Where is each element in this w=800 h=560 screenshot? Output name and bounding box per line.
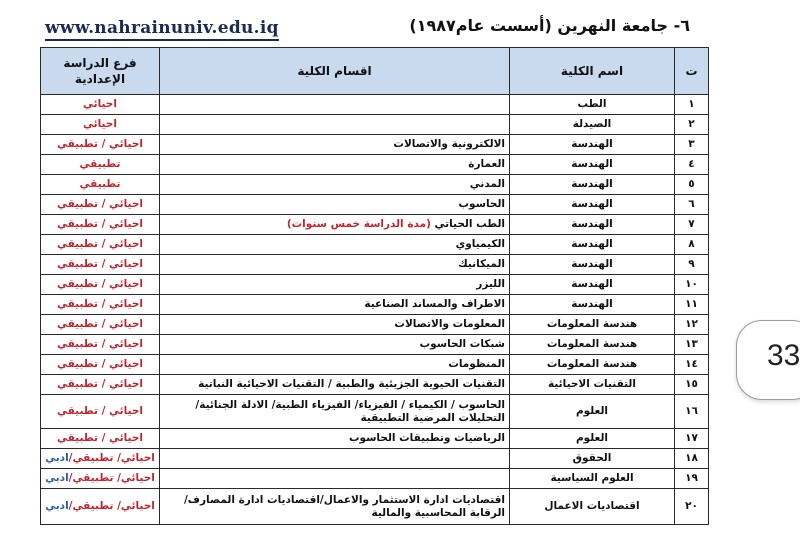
table-row — [41, 255, 709, 275]
study-branch — [41, 335, 160, 355]
college-name: الصيدلة — [510, 115, 675, 135]
study-branch — [41, 489, 160, 525]
table-row — [41, 375, 709, 395]
branch-text: احيائي — [83, 118, 117, 130]
table-row — [41, 469, 709, 489]
college-name: الهندسة — [510, 275, 675, 295]
study-branch — [41, 295, 160, 315]
header-departments: اقسام الكلية — [160, 48, 510, 95]
departments-cell — [160, 115, 510, 135]
table-row — [41, 195, 709, 215]
branch-text: احيائي — [83, 98, 117, 110]
department-text: الليزر — [476, 278, 505, 290]
departments-cell — [160, 395, 510, 429]
table-row — [41, 235, 709, 255]
departments-cell — [160, 335, 510, 355]
college-name: الهندسة — [510, 195, 675, 215]
departments-cell — [160, 469, 510, 489]
row-number: ٩ — [675, 255, 709, 275]
branch-text: احيائي / تطبيقي — [56, 432, 144, 444]
row-number: ١٧ — [675, 429, 709, 449]
study-branch — [41, 315, 160, 335]
department-text: الحاسوب — [458, 198, 505, 210]
college-name: هندسة المعلومات — [510, 315, 675, 335]
table-row — [41, 315, 709, 335]
departments-cell — [160, 375, 510, 395]
section-heading: ٦- جامعة النهرين (أسست عام١٩٨٧) — [409, 16, 690, 35]
department-text: الحاسوب / الكيمياء / الفيزياء/ الفيزياء الطبية/ الادلة الجنائية/ التحليلات المرضية التطبيقية — [195, 398, 505, 424]
branch-text: احيائي/ تطبيقي/ — [68, 452, 155, 464]
study-branch — [41, 215, 160, 235]
branch-text: احيائي / تطبيقي — [56, 318, 144, 330]
departments-cell — [160, 135, 510, 155]
study-branch — [41, 469, 160, 489]
study-branch — [41, 395, 160, 429]
branch-text: احيائي / تطبيقي — [56, 138, 144, 150]
branch-text: احيائي / تطبيقي — [56, 278, 144, 290]
departments-cell — [160, 429, 510, 449]
college-name: الهندسة — [510, 295, 675, 315]
departments-cell — [160, 489, 510, 525]
department-text: اقتصاديات ادارة الاستثمار والاعمال/اقتصاديات ادارة المصارف/الرقابة المحاسبية والمالية — [183, 493, 505, 519]
department-text: الطب الحياتي — [434, 218, 505, 230]
college-name: العلوم — [510, 429, 675, 449]
branch-literary: ادبي — [45, 472, 69, 484]
college-name: اقتصاديات الاعمال — [510, 489, 675, 525]
table-row — [41, 335, 709, 355]
row-number: ١٤ — [675, 355, 709, 375]
college-name: الهندسة — [510, 155, 675, 175]
study-branch — [41, 275, 160, 295]
row-number: ١٩ — [675, 469, 709, 489]
study-branch — [41, 195, 160, 215]
college-name: الهندسة — [510, 215, 675, 235]
table-header-row — [41, 48, 709, 95]
departments-cell — [160, 295, 510, 315]
college-name: الهندسة — [510, 175, 675, 195]
departments-cell — [160, 215, 510, 235]
departments-cell — [160, 235, 510, 255]
row-number: ٨ — [675, 235, 709, 255]
college-name: العلوم — [510, 395, 675, 429]
college-name: الهندسة — [510, 255, 675, 275]
departments-cell — [160, 315, 510, 335]
branch-literary: ادبي — [45, 452, 69, 464]
table-row — [41, 115, 709, 135]
department-text: العمارة — [468, 158, 505, 170]
study-branch — [41, 115, 160, 135]
table-row — [41, 215, 709, 235]
row-number: ٣ — [675, 135, 709, 155]
study-branch — [41, 135, 160, 155]
department-text: المعلومات والاتصالات — [394, 318, 505, 330]
college-name: الحقوق — [510, 449, 675, 469]
row-number: ١ — [675, 95, 709, 115]
table-row — [41, 489, 709, 525]
departments-cell — [160, 255, 510, 275]
table-row — [41, 449, 709, 469]
row-number: ١١ — [675, 295, 709, 315]
table-row — [41, 355, 709, 375]
branch-text: تطبيقي — [79, 178, 121, 190]
header-branch-line2: الإعدادية — [74, 72, 126, 86]
study-branch — [41, 355, 160, 375]
header-branch — [41, 48, 160, 95]
departments-cell — [160, 175, 510, 195]
departments-cell — [160, 355, 510, 375]
branch-literary: ادبي — [45, 500, 69, 512]
branch-text: احيائي / تطبيقي — [56, 258, 144, 270]
table-row — [41, 155, 709, 175]
study-branch — [41, 449, 160, 469]
departments-cell — [160, 195, 510, 215]
department-note: (مدة الدراسة خمس سنوات) — [286, 218, 431, 230]
header-branch-line1: فرع الدراسة — [63, 56, 137, 70]
branch-text: تطبيقي — [79, 158, 121, 170]
study-branch — [41, 429, 160, 449]
department-text: الميكانيك — [458, 258, 505, 270]
study-branch — [41, 175, 160, 195]
table-row — [41, 175, 709, 195]
college-name: العلوم السياسية — [510, 469, 675, 489]
college-name: الهندسة — [510, 135, 675, 155]
row-number: ٧ — [675, 215, 709, 235]
study-branch — [41, 375, 160, 395]
branch-text: احيائي / تطبيقي — [56, 378, 144, 390]
college-name: هندسة المعلومات — [510, 335, 675, 355]
study-branch — [41, 95, 160, 115]
row-number: ١٨ — [675, 449, 709, 469]
page-number-badge — [736, 320, 800, 400]
branch-text: احيائي / تطبيقي — [56, 338, 144, 350]
department-text: المنظومات — [448, 358, 505, 370]
department-text: الكيمياوي — [455, 238, 505, 250]
table-row — [41, 275, 709, 295]
branch-text: احيائي / تطبيقي — [56, 358, 144, 370]
departments-cell — [160, 449, 510, 469]
colleges-table-container — [40, 47, 708, 525]
header-college: اسم الكلية — [510, 48, 675, 95]
table-row — [41, 95, 709, 115]
department-text: التقنيات الحيوية الجزيئية والطبية / التقنيات الاحيائية النباتية — [198, 378, 505, 390]
department-text: الرياضيات وتطبيقات الحاسوب — [348, 432, 505, 444]
study-branch — [41, 235, 160, 255]
study-branch — [41, 155, 160, 175]
branch-text: احيائي / تطبيقي — [56, 298, 144, 310]
table-row — [41, 395, 709, 429]
row-number: ٢٠ — [675, 489, 709, 525]
page-number: 33 — [767, 339, 800, 372]
departments-cell — [160, 95, 510, 115]
department-text: الاطراف والمساند الصناعية — [364, 298, 505, 310]
table-row — [41, 295, 709, 315]
department-text: شبكات الحاسوب — [419, 338, 505, 350]
college-name: هندسة المعلومات — [510, 355, 675, 375]
row-number: ١٠ — [675, 275, 709, 295]
departments-cell — [160, 275, 510, 295]
table-row — [41, 135, 709, 155]
college-name: الطب — [510, 95, 675, 115]
colleges-table — [40, 47, 709, 525]
row-number: ٥ — [675, 175, 709, 195]
branch-text: احيائي / تطبيقي — [56, 405, 144, 417]
department-text: المدني — [469, 178, 505, 190]
college-name: التقنيات الاحيائية — [510, 375, 675, 395]
row-number: ١٥ — [675, 375, 709, 395]
row-number: ٤ — [675, 155, 709, 175]
departments-cell — [160, 155, 510, 175]
branch-text: احيائي / تطبيقي — [56, 218, 144, 230]
department-text: الالكترونية والاتصالات — [393, 138, 505, 150]
table-row — [41, 429, 709, 449]
branch-text: احيائي / تطبيقي — [56, 198, 144, 210]
branch-text: احيائي/ تطبيقي/ — [68, 500, 155, 512]
branch-text: احيائي / تطبيقي — [56, 238, 144, 250]
college-name: الهندسة — [510, 235, 675, 255]
header-num: ت — [675, 48, 709, 95]
row-number: ٢ — [675, 115, 709, 135]
row-number: ١٢ — [675, 315, 709, 335]
row-number: ١٣ — [675, 335, 709, 355]
study-branch — [41, 255, 160, 275]
row-number: ٦ — [675, 195, 709, 215]
site-url: www.nahrainuniv.edu.iq — [45, 18, 279, 41]
branch-text: احيائي/ تطبيقي/ — [68, 472, 155, 484]
row-number: ١٦ — [675, 395, 709, 429]
